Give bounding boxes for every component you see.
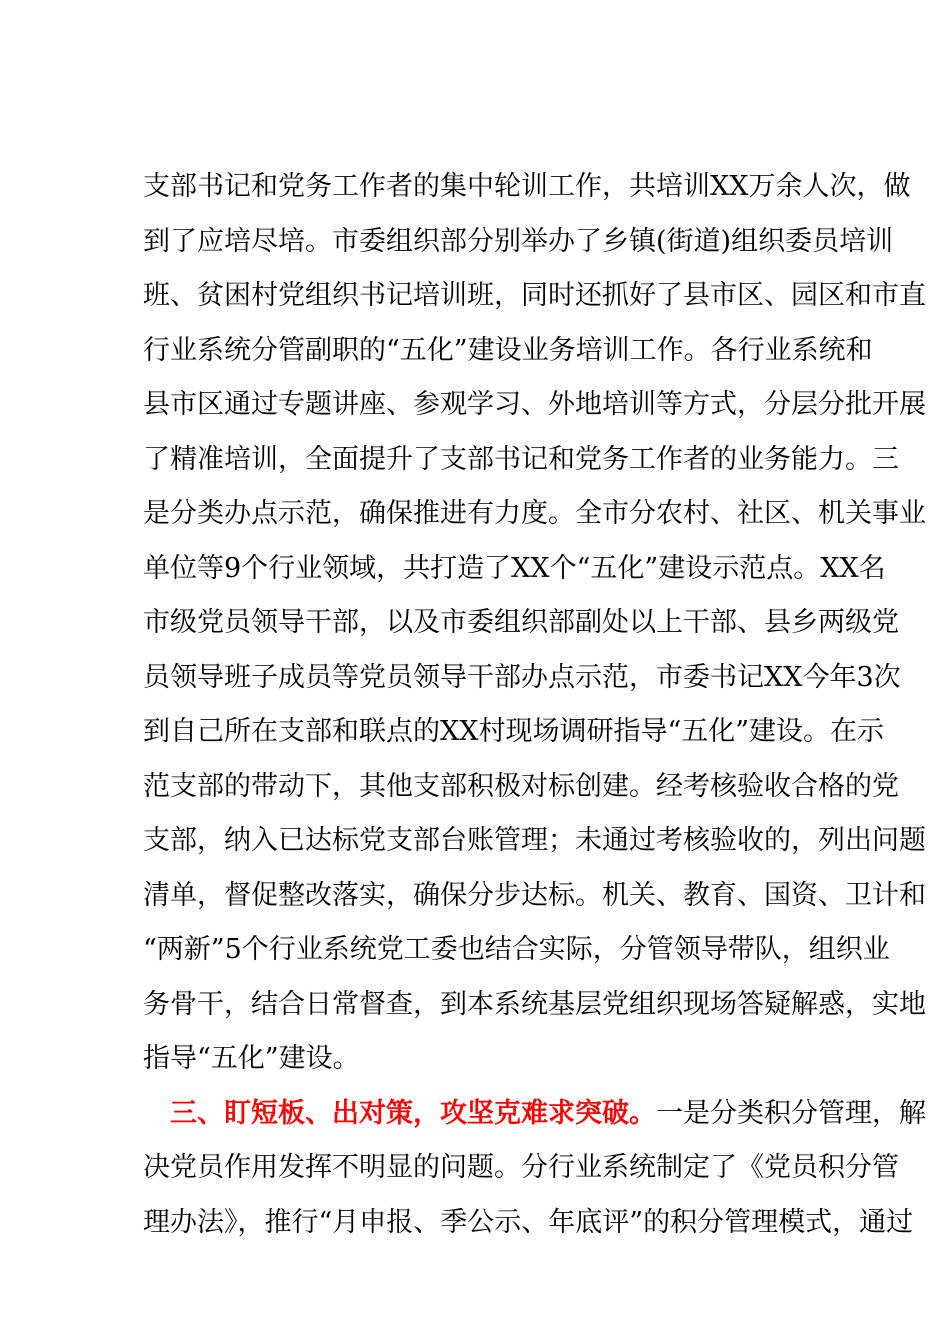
text-line: 清单，督促整改落实，确保分步达标。机关、教育、国资、卫计和 [143, 879, 926, 911]
text-line: 到自己所在支部和联点的XX村现场调研指导“五化”建设。在示 [143, 716, 885, 747]
section-heading: 三、盯短板、出对策，攻坚克难求突破。 [170, 1097, 656, 1129]
text-line: 理办法》，推行“月申报、季公示、年底评”的积分管理模式，通过 [143, 1206, 914, 1238]
text-line: 单位等9个行业领域，共打造了XX个“五化”建设示范点。XX名 [143, 552, 886, 584]
paragraph-1 [143, 160, 926, 1087]
text-line: 了精准培训，全面提升了支部书记和党务工作者的业务能力。三 [143, 443, 899, 475]
text-line: 决党员作用发挥不明显的问题。分行业系统制定了《党员积分管 [143, 1152, 899, 1183]
text-line: 是分类办点示范，确保推进有力度。全市分农村、社区、机关事业 [143, 498, 926, 529]
paragraph-section-3 [143, 1087, 926, 1251]
text-line: 务骨干，结合日常督查，到本系统基层党组织现场答疑解惑，实地 [143, 988, 926, 1020]
text-line: “两新”5个行业系统党工委也结合实际，分管领导带队，组织业 [143, 934, 890, 965]
text-line: 范支部的带动下，其他支部积极对标创建。经考核验收合格的党 [143, 770, 899, 802]
text-line: 市级党员领导干部，以及市委组织部副处以上干部、县乡两级党 [143, 607, 899, 638]
text-line: 行业系统分管副职的“五化”建设业务培训工作。各行业系统和 [143, 334, 873, 366]
text-line: 县市区通过专题讲座、参观学习、外地培训等方式，分层分批开展 [143, 389, 926, 420]
text-line: 支部书记和党务工作者的集中轮训工作，共培训XX万余人次，做 [143, 171, 911, 202]
text-line: 支部，纳入已达标党支部台账管理；未通过考核验收的，列出问题 [143, 825, 926, 856]
text-line: 到了应培尽培。市委组织部分别举办了乡镇(街道)组织委员培训 [143, 225, 894, 257]
text-line: 员领导班子成员等党员领导干部办点示范，市委书记XX今年3次 [143, 661, 901, 693]
text-line [143, 1087, 926, 1142]
text-line: 班、贫困村党组织书记培训班，同时还抓好了县市区、园区和市直 [143, 280, 926, 311]
section-heading-continuation: 一是分类积分管理，解 [656, 1097, 926, 1129]
document-body [143, 160, 926, 1250]
text-line: 指导“五化”建设。 [143, 1043, 360, 1074]
